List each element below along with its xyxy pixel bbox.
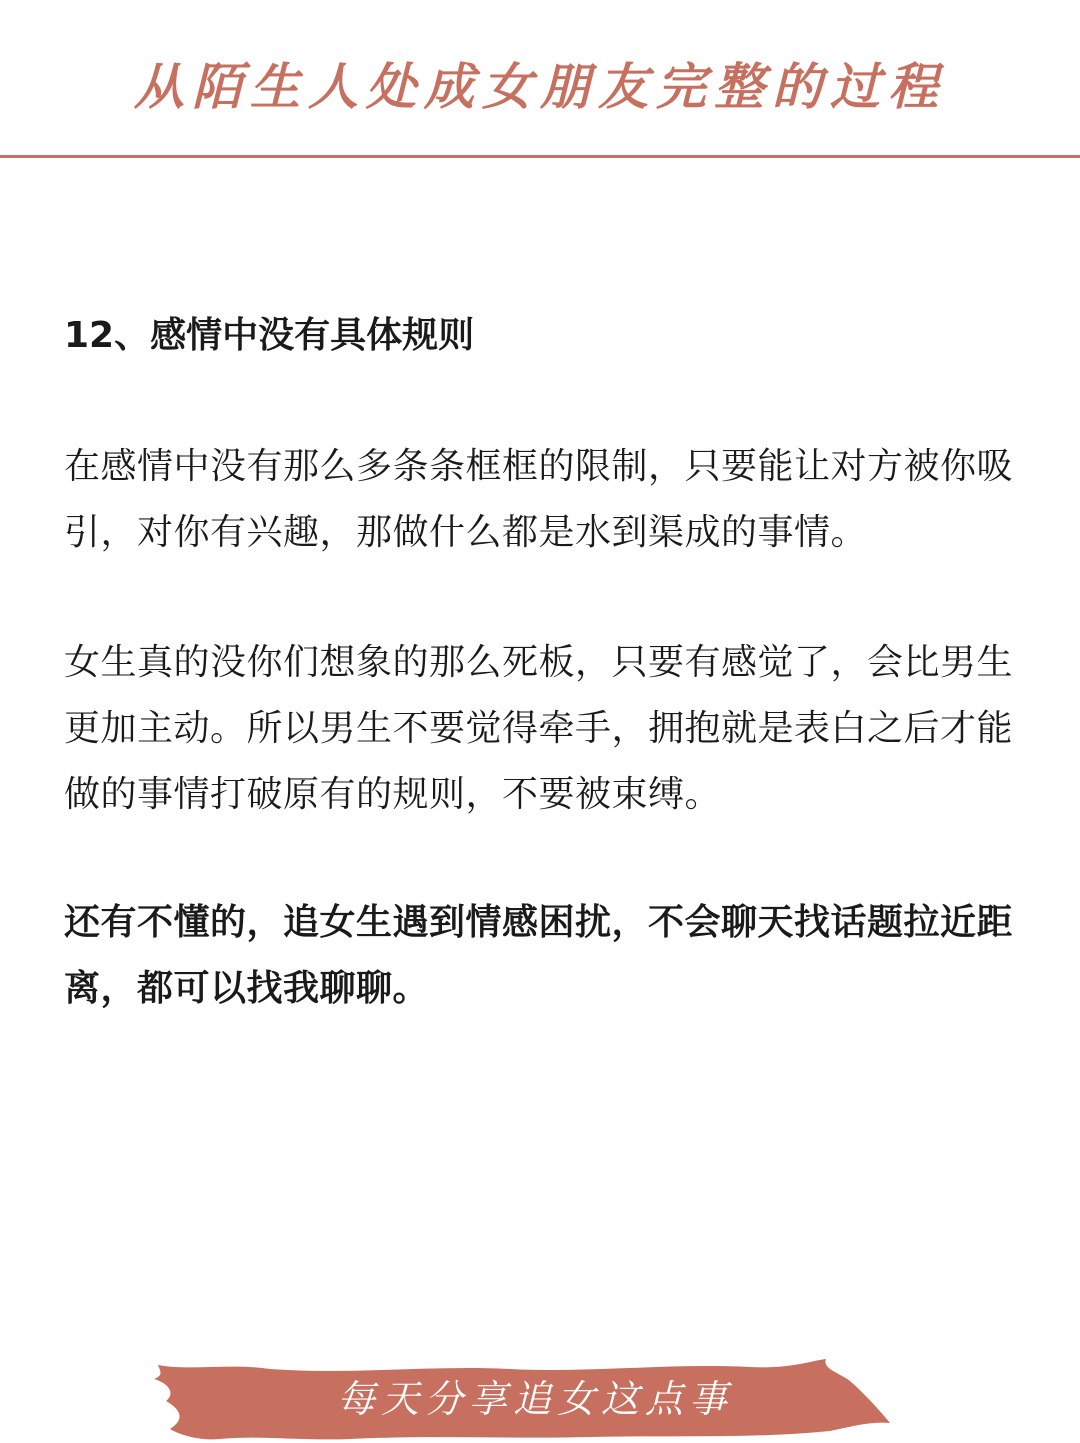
page-header <box>0 0 1080 158</box>
paragraph-2: 女生真的没你们想象的那么死板，只要有感觉了，会比男生更加主动。所以男生不要觉得牵手，拥抱就是表白之后才能做的事情打破原有的规则，不要被束缚。 <box>64 642 1014 815</box>
page-title: 从陌生人处成女朋友完整的过程 <box>134 57 946 116</box>
paragraph-3-bold: 还有不懂的，追女生遇到情感困扰，不会聊天找话题拉近距离，都可以找我聊聊。 <box>64 902 1014 1009</box>
article-body <box>64 300 1016 1022</box>
section-heading: 12、感情中没有具体规则 <box>64 315 475 356</box>
footer-banner <box>150 1355 890 1443</box>
header-divider <box>0 155 1080 158</box>
paragraph-1: 在感情中没有那么多条条框框的限制，只要能让对方被你吸引，对你有兴趣，那做什么都是水到渠成的事情。 <box>64 446 1014 553</box>
footer-slogan: 每天分享追女这点事 <box>336 1377 733 1421</box>
